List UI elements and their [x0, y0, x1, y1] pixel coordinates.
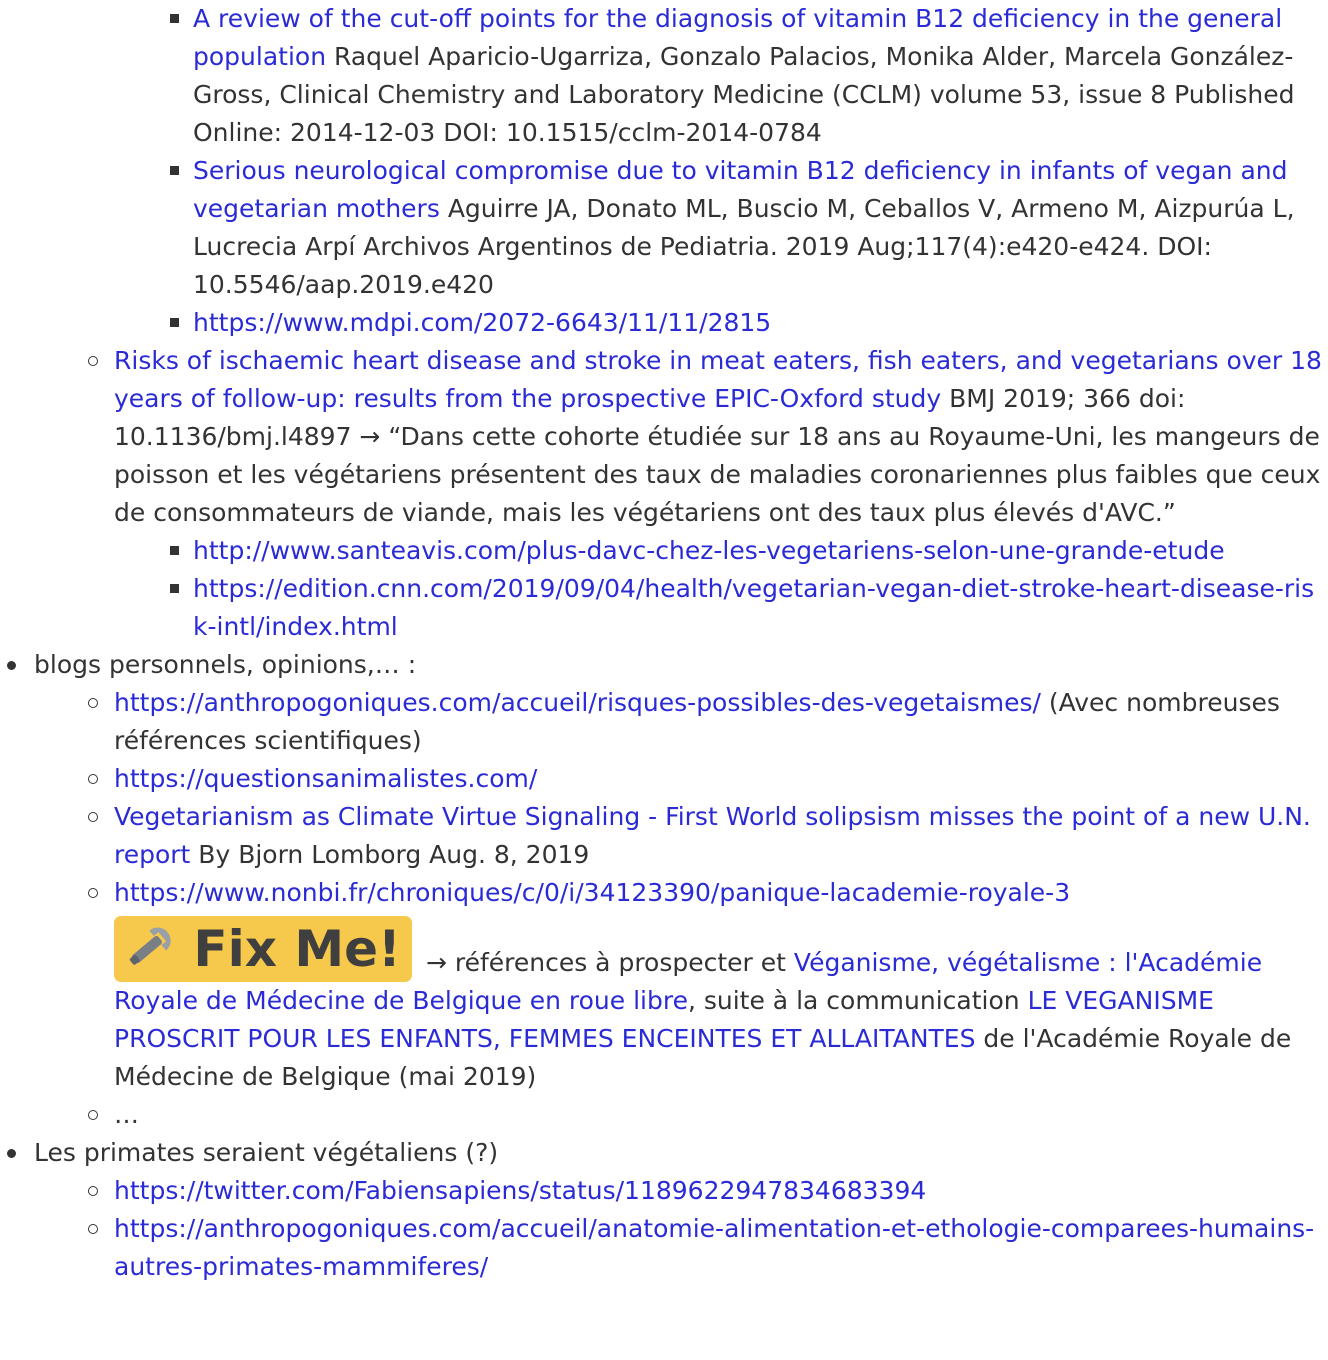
- ellipsis-text: …: [114, 1100, 139, 1129]
- primates-sublist: [0, 1172, 1328, 1286]
- nonbi-link[interactable]: https://www.nonbi.fr/chroniques/c/0/i/34123390/panique-lacademie-royale-3: [114, 878, 1071, 907]
- blogs-label: blogs personnels, opinions,… :: [34, 650, 417, 679]
- reference-text: BMJ 2019; 366 doi: 10.1136/bmj.l4897 → “Dans cette cohorte étudiée sur 18 ans au Royaume-Uni, les mangeurs de poisson et les végétariens présentent des taux de maladies coronariennes plus faibles que ceux de consommateurs de viande, mais les végétariens ont des taux plus élevés d'AVC.”: [114, 384, 1321, 527]
- reference-text: Aguirre JA, Donato ML, Buscio M, Ceballos V, Armeno M, Aizpurúa L, Lucrecia Arpí Archivos Argentinos de Pediatria. 2019 Aug;117(4):e420-e424. DOI: 10.5546/aap.2019.e420: [193, 194, 1295, 299]
- epic-sublist: [0, 532, 1328, 646]
- list-item-blogs: [0, 646, 1328, 684]
- fixme-text: , suite à la communication: [687, 986, 1028, 1015]
- list-item: [0, 1172, 1328, 1210]
- circle-bullet-icon: [88, 774, 98, 784]
- reference-text: By Bjorn Lomborg Aug. 8, 2019: [190, 840, 590, 869]
- square-bullet-icon: [170, 318, 179, 327]
- circle-bullet-icon: [88, 888, 98, 898]
- list-item: [0, 342, 1328, 532]
- reference-text: Raquel Aparicio-Ugarriza, Gonzalo Palacios, Monika Alder, Marcela González-Gross, Clinical Chemistry and Laboratory Medicine (CCLM) volume 53, issue 8 Published Online: 2014-12-03 DOI: 10.1515/cclm-2014-0784: [193, 42, 1295, 147]
- list-item: [0, 532, 1328, 570]
- disc-bullet-icon: [7, 661, 16, 670]
- list-item: [0, 684, 1328, 760]
- wrench-icon: [124, 922, 176, 972]
- list-item: [0, 152, 1328, 304]
- lomborg-link[interactable]: Vegetarianism as Climate Virtue Signaling - First World solipsism misses the point of a new U.N. report: [114, 802, 1311, 869]
- disc-bullet-icon: [7, 1149, 16, 1158]
- academie-roue-libre-link[interactable]: Véganisme, végétalisme : l'Académie Royale de Médecine de Belgique en roue libre: [114, 948, 1263, 1015]
- circle-bullet-icon: [88, 356, 98, 366]
- circle-bullet-icon: [88, 812, 98, 822]
- mdpi-link[interactable]: https://www.mdpi.com/2072-6643/11/11/2815: [193, 308, 772, 337]
- square-bullet-icon: [170, 166, 179, 175]
- list-item: [0, 1210, 1328, 1286]
- b12-review-link[interactable]: A review of the cut-off points for the diagnosis of vitamin B12 deficiency in the general population: [193, 4, 1283, 71]
- blogs-sublist: [0, 684, 1328, 1134]
- primates-label: Les primates seraient végétaliens (?): [34, 1138, 499, 1167]
- cnn-link[interactable]: https://edition.cnn.com/2019/09/04/health/vegetarian-vegan-diet-stroke-heart-disease-risk-intl/index.html: [193, 574, 1315, 641]
- list-item: [0, 1096, 1328, 1134]
- list-item: [0, 0, 1328, 152]
- list-item: [0, 304, 1328, 342]
- veganisme-proscrit-link[interactable]: LE VEGANISME PROSCRIT POUR LES ENFANTS, FEMMES ENCEINTES ET ALLAITANTES: [114, 986, 1214, 1053]
- reference-text: (Avec nombreuses références scientifiques): [114, 688, 1280, 755]
- neuro-b12-link[interactable]: Serious neurological compromise due to vitamin B12 deficiency in infants of vegan and vegetarian mothers: [193, 156, 1288, 223]
- list-item: [0, 798, 1328, 874]
- list-item: [0, 760, 1328, 798]
- circle-bullet-icon: [88, 698, 98, 708]
- circle-bullet-icon: [88, 1186, 98, 1196]
- fixme-text: → références à prospecter et: [418, 948, 794, 977]
- fixme-label: Fix Me!: [193, 920, 401, 978]
- anthropogoniques-anatomie-link[interactable]: https://anthropogoniques.com/accueil/anatomie-alimentation-et-ethologie-comparees-humains-autres-primates-mammiferes/: [114, 1214, 1315, 1281]
- fixme-text: de l'Académie Royale de Médecine de Belgique (mai 2019): [114, 1024, 1292, 1091]
- square-bullet-icon: [170, 546, 179, 555]
- list-item: [0, 570, 1328, 646]
- santeavis-link[interactable]: http://www.santeavis.com/plus-davc-chez-les-vegetariens-selon-une-grande-etude: [193, 536, 1225, 565]
- references-sublist: [0, 0, 1328, 342]
- list-item: [0, 874, 1328, 1096]
- twitter-link[interactable]: https://twitter.com/Fabiensapiens/status/1189622947834683394: [114, 1176, 927, 1205]
- square-bullet-icon: [170, 14, 179, 23]
- anthropogoniques-risques-link[interactable]: https://anthropogoniques.com/accueil/risques-possibles-des-vegetaismes/: [114, 688, 1041, 717]
- top-level-list: [0, 1134, 1328, 1172]
- top-level-list: [0, 646, 1328, 684]
- square-bullet-icon: [170, 584, 179, 593]
- list-item-primates: [0, 1134, 1328, 1172]
- circle-bullet-icon: [88, 1110, 98, 1120]
- questionsanimalistes-link[interactable]: https://questionsanimalistes.com/: [114, 764, 538, 793]
- circle-bullet-icon: [88, 1224, 98, 1234]
- epic-oxford-link[interactable]: Risks of ischaemic heart disease and stroke in meat eaters, fish eaters, and vegetarians over 18 years of follow-up: results from the prospective EPIC-Oxford study: [114, 346, 1322, 413]
- fixme-badge: [114, 916, 412, 982]
- studies-list: [0, 342, 1328, 532]
